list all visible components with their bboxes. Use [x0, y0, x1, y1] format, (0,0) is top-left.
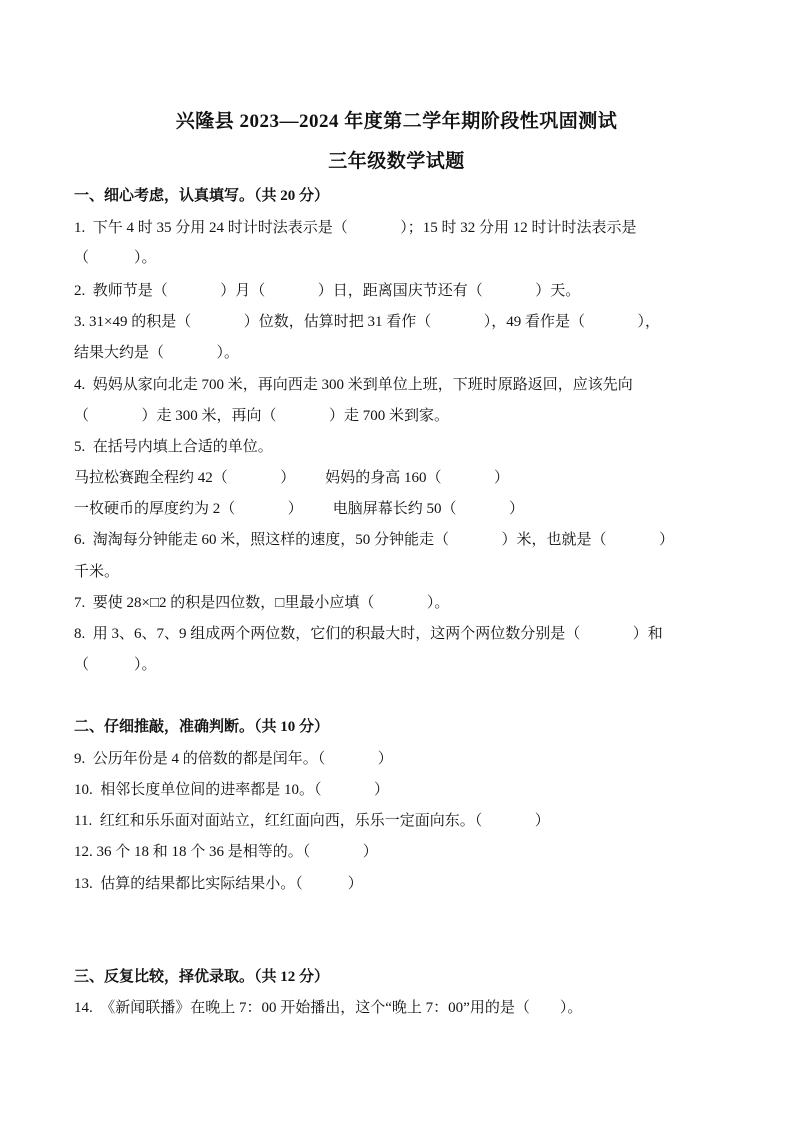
question-11: 11. 红红和乐乐面对面站立，红红面向西，乐乐一定面向东。（ ） — [74, 813, 550, 829]
question-4-line-1: 4. 妈妈从家向北走 700 米，再向西走 300 米到单位上班，下班时原路返回，应该先向 — [74, 377, 633, 393]
question-8-line-2: （ ）。 — [74, 657, 157, 673]
question-10: 10. 相邻长度单位间的进率都是 10。（ ） — [74, 782, 390, 798]
question-6-line-2: 千米。 — [74, 564, 120, 580]
section-3-heading: 三、反复比较，择优录取。（共 12 分） — [74, 969, 330, 985]
question-9: 9. 公历年份是 4 的倍数的都是闰年。（ ） — [74, 751, 393, 767]
document-title: 兴隆县 2023—2024 年度第二学年期阶段性巩固测试 — [175, 111, 618, 132]
question-4-line-2: （ ）走 300 米，再向（ ）走 700 米到家。 — [74, 408, 450, 424]
question-2: 2. 教师节是（ ）月（ ）日，距离国庆节还有（ ）天。 — [74, 283, 581, 299]
question-13: 13. 估算的结果都比实际结果小。（ ） — [74, 876, 363, 892]
question-8-line-1: 8. 用 3、6、7、9 组成两个两位数，它们的积最大时，这两个两位数分别是（ ）和 — [74, 626, 663, 642]
question-14: 14. 《新闻联播》在晚上 7：00 开始播出，这个“晚上 7：00”用的是（ ）。 — [74, 1000, 583, 1016]
question-7: 7. 要使 28×□2 的积是四位数，□里最小应填（ ）。 — [74, 595, 450, 611]
question-5-row-2: 一枚硬币的厚度约为 2（ ） 电脑屏幕长约 50（ ） — [74, 501, 525, 517]
section-1-heading: 一、细心考虑，认真填写。（共 20 分） — [74, 188, 330, 204]
question-5: 5. 在括号内填上合适的单位。 — [74, 439, 273, 455]
question-3-line-2: 结果大约是（ ）。 — [74, 345, 240, 361]
document-subtitle: 三年级数学试题 — [328, 151, 465, 172]
question-3-line-1: 3. 31×49 的积是（ ）位数，估算时把 31 看作（ ），49 看作是（ ）， — [74, 314, 660, 330]
section-2-heading: 二、仔细推敲，准确判断。（共 10 分） — [74, 719, 330, 735]
question-12: 12. 36 个 18 和 18 个 36 是相等的。（ ） — [74, 844, 378, 860]
question-1-line-1: 1. 下午 4 时 35 分用 24 时计时法表示是（ ）；15 时 32 分用 12 时计时法表示是 — [74, 220, 637, 236]
question-1-line-2: （ ）。 — [74, 250, 157, 266]
question-5-row-1: 马拉松赛跑全程约 42（ ） 妈妈的身高 160（ ） — [74, 470, 510, 486]
question-6-line-1: 6. 淘淘每分钟能走 60 米，照这样的速度，50 分钟能走（ ）米，也就是（ ） — [74, 532, 675, 548]
